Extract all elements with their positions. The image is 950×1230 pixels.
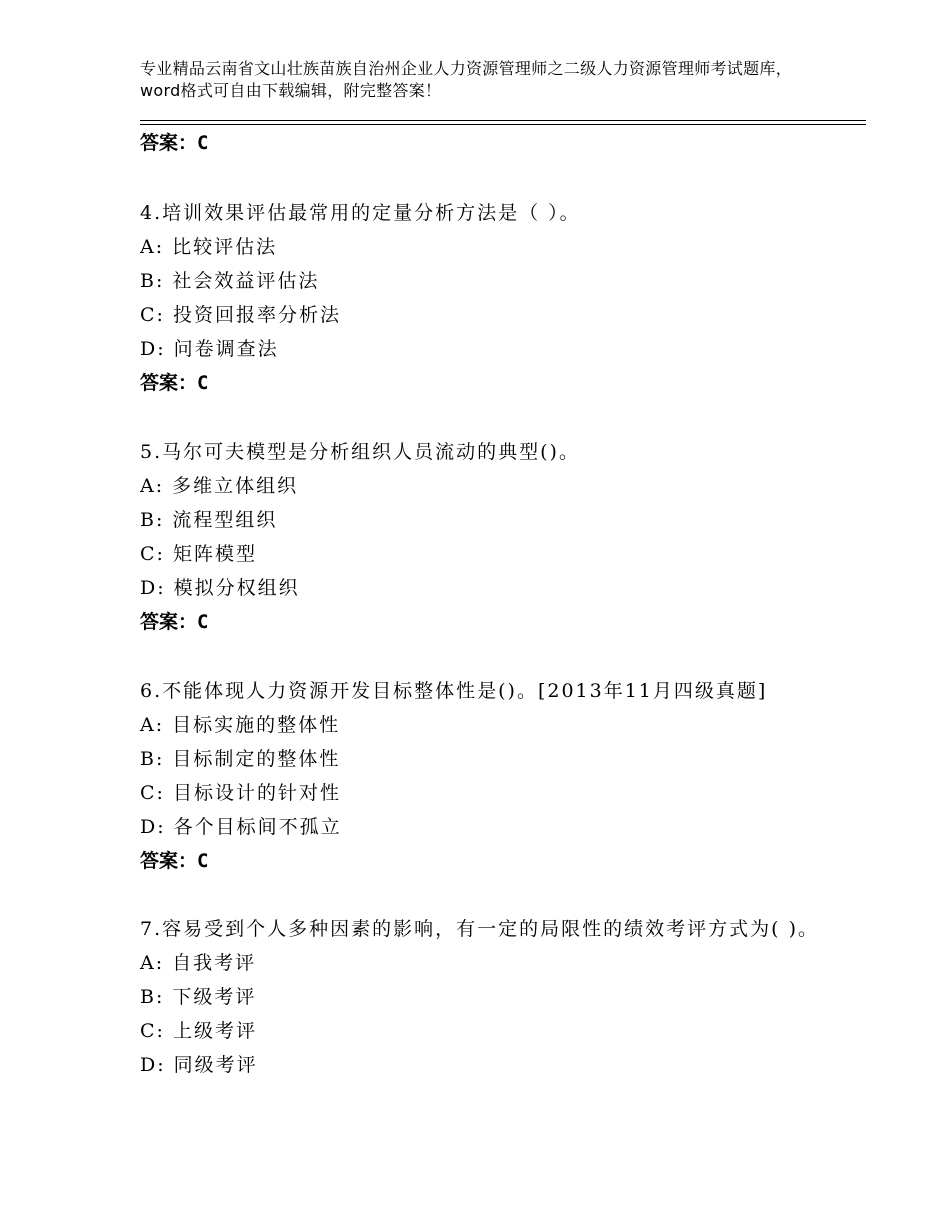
option-c: C: 矩阵模型 (140, 543, 257, 565)
question-6 (140, 674, 820, 878)
option-c: C: 投资回报率分析法 (140, 304, 341, 326)
option-c: C: 上级考评 (140, 1020, 257, 1042)
option-b: B: 目标制定的整体性 (140, 748, 341, 770)
option-a: A: 目标实施的整体性 (140, 714, 341, 736)
answer-line: 答案：C (140, 850, 209, 872)
question-5 (140, 435, 820, 639)
option-a: A: 比较评估法 (140, 236, 278, 258)
option-b: B: 下级考评 (140, 986, 257, 1008)
document-header: 专业精品云南省文山壮族苗族自治州企业人力资源管理师之二级人力资源管理师考试题库，word格式可自由下载编辑，附完整答案！ (140, 59, 793, 100)
option-b: B: 社会效益评估法 (140, 270, 320, 292)
question-stem: 4.培训效果评估最常用的定量分析方法是（ ）。 (140, 202, 581, 224)
option-d: D: 模拟分权组织 (140, 577, 300, 599)
option-c: C: 目标设计的针对性 (140, 782, 341, 804)
option-d: D: 问卷调查法 (140, 338, 279, 360)
answer-line: 答案：C (140, 372, 209, 394)
question-stem: 5.马尔可夫模型是分析组织人员流动的典型()。 (140, 441, 580, 463)
question-4 (140, 196, 820, 400)
option-d: D: 同级考评 (140, 1054, 258, 1076)
answer-line: 答案：C (140, 611, 209, 633)
option-b: B: 流程型组织 (140, 509, 278, 531)
option-d: D: 各个目标间不孤立 (140, 816, 342, 838)
question-stem: 7.容易受到个人多种因素的影响，有一定的局限性的绩效考评方式为( )。 (140, 918, 819, 940)
header-divider (140, 120, 866, 125)
option-a: A: 自我考评 (140, 952, 257, 974)
answer-line: 答案：C (140, 132, 209, 154)
option-a: A: 多维立体组织 (140, 475, 299, 497)
question-7 (140, 912, 820, 1082)
question-stem: 6.不能体现人力资源开发目标整体性是()。[2013年11月四级真题] (140, 680, 768, 702)
